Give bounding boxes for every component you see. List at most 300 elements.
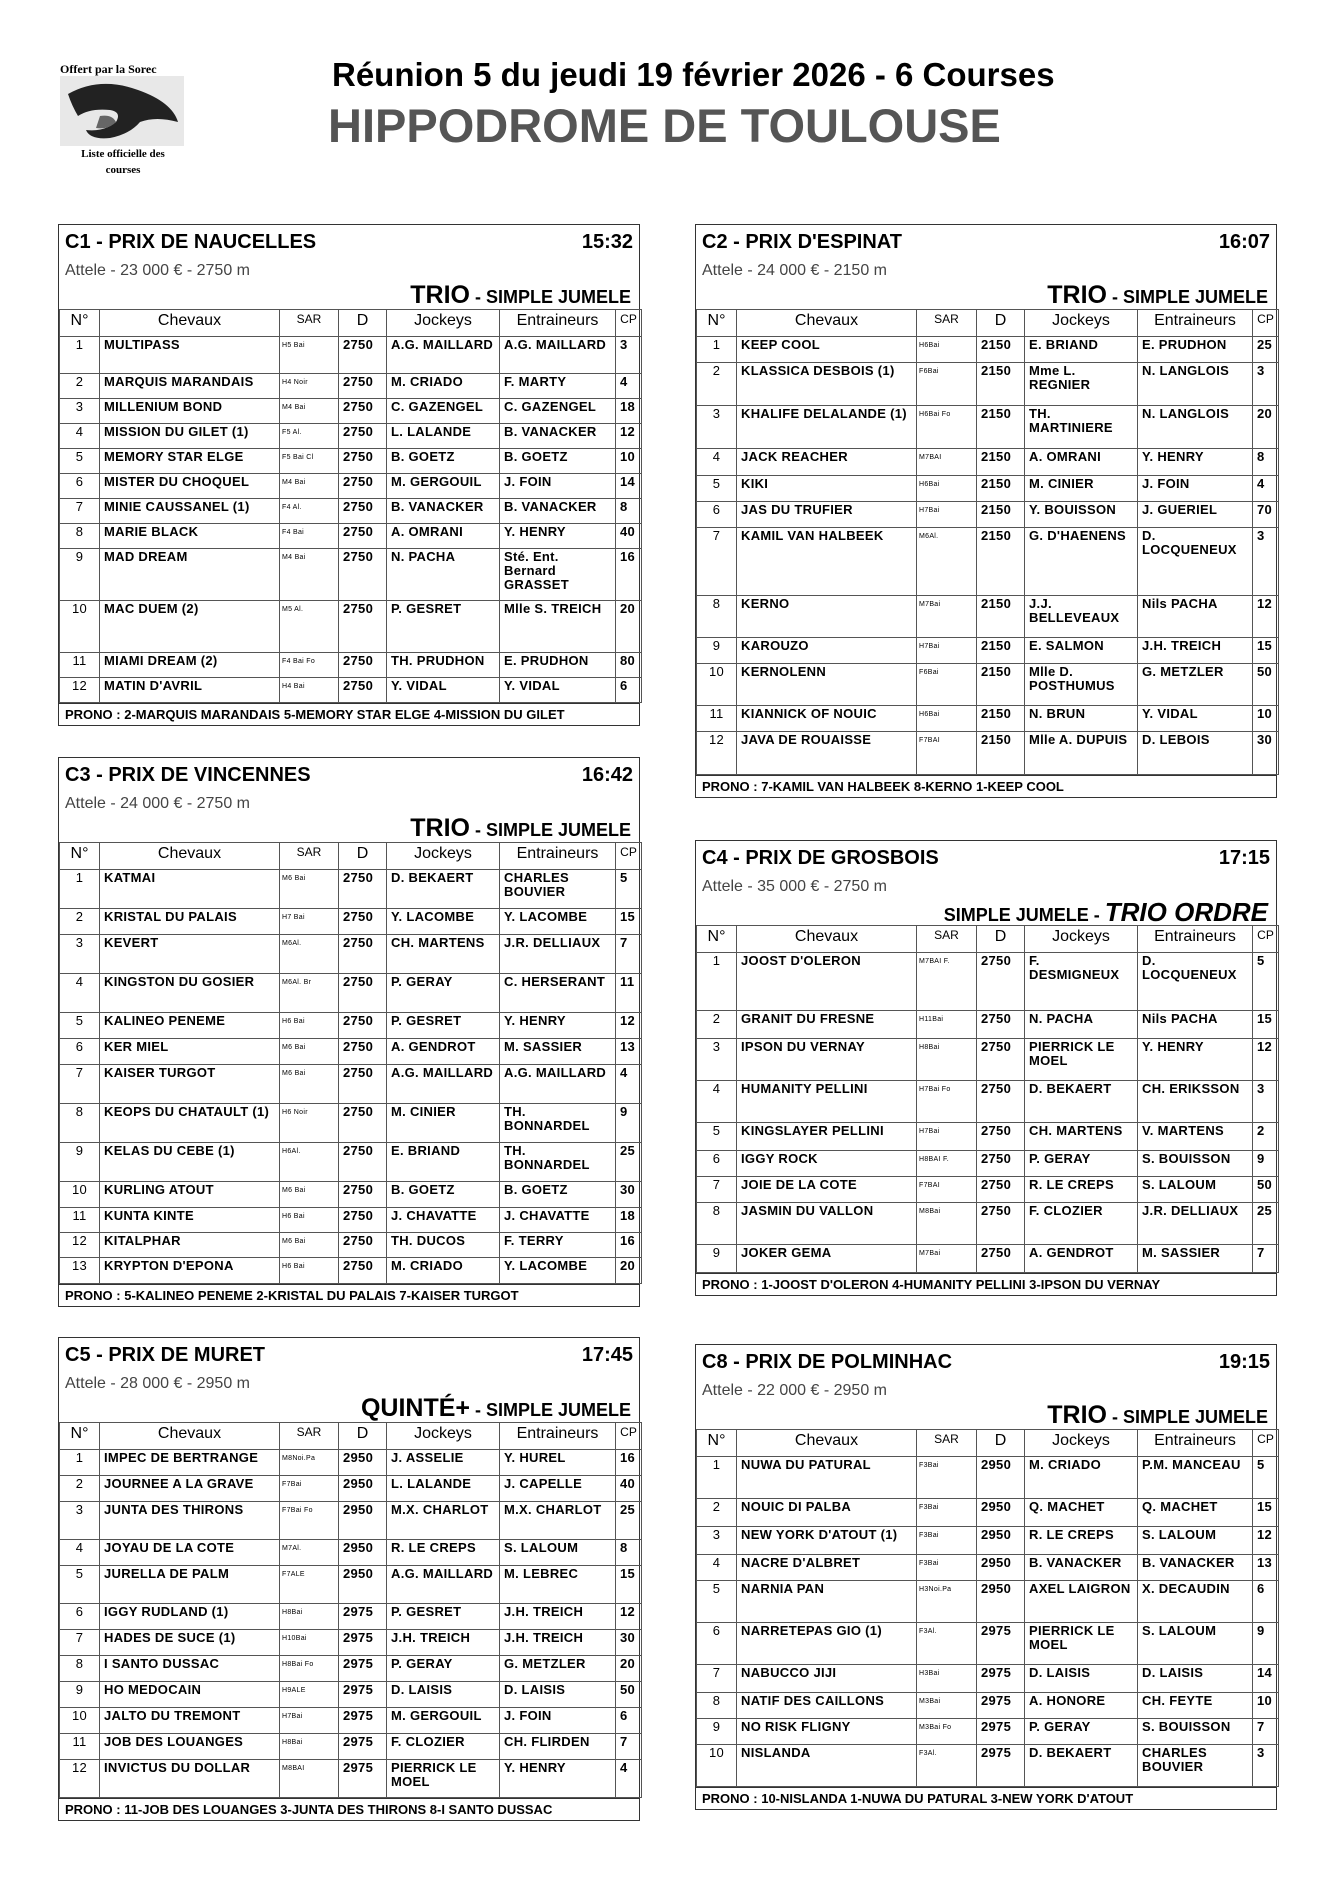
horse-name: JOYAU DE LA COTE — [100, 1540, 280, 1566]
column-header: Entraineurs — [500, 843, 616, 870]
jockey-name: E. SALMON — [1025, 638, 1138, 664]
distance: 2975 — [339, 1760, 387, 1798]
horse-name: JOIE DE LA COTE — [737, 1177, 917, 1203]
jockey-name: A. HONORE — [1025, 1693, 1138, 1719]
sar-code: F3Al. — [917, 1745, 977, 1787]
runner-number: 5 — [697, 1123, 737, 1151]
distance: 2950 — [339, 1450, 387, 1476]
jockey-name: PIERRICK LE MOEL — [1025, 1623, 1138, 1665]
bet-types: SIMPLE JUMELE - — [943, 905, 1105, 925]
runner-number: 4 — [60, 1540, 100, 1566]
table-row — [697, 1203, 1279, 1245]
horse-name: NARNIA PAN — [737, 1581, 917, 1623]
trainer-name: M. SASSIER — [500, 1039, 616, 1065]
cp-value: 6 — [616, 678, 642, 703]
sar-code: F7Bai Fo — [280, 1502, 339, 1540]
runner-number: 6 — [60, 1039, 100, 1065]
horse-name: NO RISK FLIGNY — [737, 1719, 917, 1745]
jockey-name: CH. MARTENS — [387, 935, 500, 974]
distance: 2750 — [339, 474, 387, 499]
trainer-name: Nils PACHA — [1138, 596, 1253, 638]
cp-value: 8 — [616, 1540, 642, 1566]
trainer-name: J.R. DELLIAUX — [500, 935, 616, 974]
distance: 2975 — [339, 1734, 387, 1760]
race-card-5 — [58, 1337, 640, 1821]
distance: 2750 — [339, 549, 387, 601]
horse-name: KINGSTON DU GOSIER — [100, 974, 280, 1013]
table-row — [60, 974, 642, 1013]
distance: 2150 — [977, 664, 1025, 706]
cp-value: 12 — [616, 1604, 642, 1630]
horse-name: MAD DREAM — [100, 549, 280, 601]
bet-types: - SIMPLE JUMELE — [469, 820, 631, 840]
cp-value: 10 — [1253, 1693, 1279, 1719]
horse-name: KRISTAL DU PALAIS — [100, 909, 280, 935]
runner-number: 11 — [60, 1208, 100, 1233]
distance: 2750 — [339, 1104, 387, 1143]
column-header: CP — [616, 843, 642, 870]
cp-value: 16 — [616, 1450, 642, 1476]
distance: 2750 — [339, 337, 387, 374]
trainer-name: X. DECAUDIN — [1138, 1581, 1253, 1623]
logo-bottom-text: Liste officielle des courses — [81, 148, 165, 176]
sar-code: M4 Bai — [280, 549, 339, 601]
trainer-name: B. GOETZ — [500, 449, 616, 474]
jockey-name: F. DESMIGNEUX — [1025, 953, 1138, 1011]
table-row — [697, 1719, 1279, 1745]
sar-code: M8Noi.Pa — [280, 1450, 339, 1476]
distance: 2150 — [977, 638, 1025, 664]
jockey-name: A. GENDROT — [387, 1039, 500, 1065]
distance: 2750 — [977, 1011, 1025, 1039]
racecourse-title: HIPPODROME DE TOULOUSE — [328, 99, 1001, 152]
distance: 2750 — [339, 399, 387, 424]
horse-name: IMPEC DE BERTRANGE — [100, 1450, 280, 1476]
horse-name: NARRETEPAS GIO (1) — [737, 1623, 917, 1665]
distance: 2950 — [339, 1476, 387, 1502]
distance: 2750 — [977, 1081, 1025, 1123]
runner-number: 4 — [60, 424, 100, 449]
horse-name: MARIE BLACK — [100, 524, 280, 549]
jockey-name: F. CLOZIER — [1025, 1203, 1138, 1245]
table-row — [60, 474, 642, 499]
cp-value: 3 — [1253, 1745, 1279, 1787]
race-info: Attele - 24 000 € - 2150 m — [702, 262, 887, 279]
distance: 2750 — [339, 499, 387, 524]
sar-code: M6 Bai — [280, 1039, 339, 1065]
runner-number: 2 — [697, 1011, 737, 1039]
horse-name: KEVERT — [100, 935, 280, 974]
runner-number: 7 — [697, 528, 737, 596]
cp-value: 5 — [616, 870, 642, 909]
distance: 2150 — [977, 502, 1025, 528]
jockey-name: PIERRICK LE MOEL — [1025, 1039, 1138, 1081]
prono-line: PRONO : 10-NISLANDA 1-NUWA DU PATURAL 3-NEW YORK D'ATOUT — [696, 1787, 1276, 1809]
horse-name: HADES DE SUCE (1) — [100, 1630, 280, 1656]
jockey-name: M. CINIER — [387, 1104, 500, 1143]
race-time: 16:07 — [1218, 231, 1270, 253]
sar-code: M7Bai — [917, 1245, 977, 1273]
sar-code: H7Bai — [917, 1123, 977, 1151]
jockey-name: E. BRIAND — [1025, 337, 1138, 363]
column-header: CP — [1253, 926, 1279, 953]
trainer-name: D. LEBOIS — [1138, 732, 1253, 775]
table-row — [60, 1760, 642, 1798]
table-row — [697, 1527, 1279, 1555]
horse-name: KINGSLAYER PELLINI — [737, 1123, 917, 1151]
race-info: Attele - 28 000 € - 2950 m — [65, 1375, 250, 1392]
sar-code: H4 Noir — [280, 374, 339, 399]
runner-number: 12 — [60, 1233, 100, 1258]
horse-name: KHALIFE DELALANDE (1) — [737, 406, 917, 449]
jockey-name: P. GERAY — [387, 974, 500, 1013]
cp-value: 20 — [616, 1656, 642, 1682]
table-row — [697, 1245, 1279, 1273]
horse-name: JASMIN DU VALLON — [737, 1203, 917, 1245]
column-header: Chevaux — [100, 310, 280, 337]
cp-value: 16 — [616, 549, 642, 601]
runner-number: 9 — [697, 1719, 737, 1745]
horse-name: JOURNEE A LA GRAVE — [100, 1476, 280, 1502]
table-row — [60, 1604, 642, 1630]
runner-number: 6 — [697, 1623, 737, 1665]
race-card-1 — [58, 224, 640, 726]
runner-number: 7 — [60, 499, 100, 524]
distance: 2750 — [339, 424, 387, 449]
jockey-name: L. LALANDE — [387, 1476, 500, 1502]
distance: 2750 — [977, 1203, 1025, 1245]
trainer-name: B. VANACKER — [500, 499, 616, 524]
table-row — [697, 596, 1279, 638]
trainer-name: CHARLES BOUVIER — [1138, 1745, 1253, 1787]
runner-number: 13 — [60, 1258, 100, 1284]
table-row — [697, 1693, 1279, 1719]
jockey-name: Mlle D. POSTHUMUS — [1025, 664, 1138, 706]
runner-number: 9 — [60, 1682, 100, 1708]
column-header: Entraineurs — [1138, 926, 1253, 953]
race-info: Attele - 22 000 € - 2950 m — [702, 1382, 887, 1399]
cp-value: 14 — [1253, 1665, 1279, 1693]
distance: 2750 — [977, 1039, 1025, 1081]
runner-number: 3 — [60, 399, 100, 424]
column-header: N° — [60, 1423, 100, 1450]
jockey-name: A. GENDROT — [1025, 1245, 1138, 1273]
distance: 2750 — [339, 909, 387, 935]
trainer-name: CH. FLIRDEN — [500, 1734, 616, 1760]
runner-number: 6 — [60, 474, 100, 499]
distance: 2975 — [339, 1656, 387, 1682]
logo-horse-icon — [60, 76, 184, 146]
horse-name: JALTO DU TREMONT — [100, 1708, 280, 1734]
column-header: D — [339, 1423, 387, 1450]
sar-code: H7Bai — [280, 1708, 339, 1734]
jockey-name: PIERRICK LE MOEL — [387, 1760, 500, 1798]
table-row — [60, 549, 642, 601]
trainer-name: C. GAZENGEL — [500, 399, 616, 424]
table-row — [697, 1151, 1279, 1177]
horse-name: IGGY ROCK — [737, 1151, 917, 1177]
trainer-name: B. VANACKER — [500, 424, 616, 449]
horse-name: NISLANDA — [737, 1745, 917, 1787]
trainer-name: S. BOUISSON — [1138, 1151, 1253, 1177]
cp-value: 6 — [616, 1708, 642, 1734]
race-title: C4 - PRIX DE GROSBOIS — [702, 847, 939, 869]
runner-number: 3 — [60, 1502, 100, 1540]
table-row — [697, 1177, 1279, 1203]
sar-code: H10Bai — [280, 1630, 339, 1656]
table-row — [697, 1011, 1279, 1039]
cp-value: 15 — [616, 909, 642, 935]
distance: 2975 — [977, 1719, 1025, 1745]
table-row — [697, 1623, 1279, 1665]
horse-name: KRYPTON D'EPONA — [100, 1258, 280, 1284]
table-row — [60, 1233, 642, 1258]
jockey-name: B. GOETZ — [387, 1182, 500, 1208]
distance: 2150 — [977, 706, 1025, 732]
sar-code: M6 Bai — [280, 1182, 339, 1208]
column-header: SAR — [280, 310, 339, 337]
runner-number: 3 — [697, 1527, 737, 1555]
trainer-name: B. GOETZ — [500, 1182, 616, 1208]
cp-value: 25 — [1253, 1203, 1279, 1245]
cp-value: 13 — [616, 1039, 642, 1065]
runner-number: 6 — [697, 1151, 737, 1177]
horse-name: MINIE CAUSSANEL (1) — [100, 499, 280, 524]
jockey-name: D. BEKAERT — [387, 870, 500, 909]
cp-value: 25 — [616, 1502, 642, 1540]
trainer-name: D. LOCQUENEUX — [1138, 528, 1253, 596]
cp-value: 4 — [1253, 476, 1279, 502]
horse-name: MARQUIS MARANDAIS — [100, 374, 280, 399]
sar-code: F7ALE — [280, 1566, 339, 1604]
runner-number: 9 — [60, 1143, 100, 1182]
table-row — [697, 638, 1279, 664]
jockey-name: Mlle A. DUPUIS — [1025, 732, 1138, 775]
jockey-name: P. GESRET — [387, 1013, 500, 1039]
trainer-name: Y. HENRY — [1138, 449, 1253, 476]
column-header: SAR — [280, 843, 339, 870]
runners-table — [59, 1422, 642, 1798]
sar-code: M6Al. Br — [280, 974, 339, 1013]
table-row — [60, 337, 642, 374]
bet-main: TRIO — [410, 281, 470, 309]
sar-code: F3Bai — [917, 1457, 977, 1499]
table-row — [60, 1013, 642, 1039]
jockey-name: P. GERAY — [1025, 1151, 1138, 1177]
sar-code: M6 Bai — [280, 1065, 339, 1104]
distance: 2750 — [339, 870, 387, 909]
prono-line: PRONO : 11-JOB DES LOUANGES 3-JUNTA DES THIRONS 8-I SANTO DUSSAC — [59, 1798, 639, 1820]
column-header: CP — [616, 310, 642, 337]
runner-number: 10 — [60, 601, 100, 653]
sar-code: M7Bai — [917, 596, 977, 638]
column-header: Entraineurs — [500, 1423, 616, 1450]
column-header: N° — [697, 1430, 737, 1457]
sar-code: F6Bai — [917, 664, 977, 706]
trainer-name: A.G. MAILLARD — [500, 337, 616, 374]
distance: 2975 — [339, 1682, 387, 1708]
table-row — [60, 1065, 642, 1104]
trainer-name: M.X. CHARLOT — [500, 1502, 616, 1540]
cp-value: 9 — [616, 1104, 642, 1143]
trainer-name: N. LANGLOIS — [1138, 406, 1253, 449]
jockey-name: M.X. CHARLOT — [387, 1502, 500, 1540]
jockey-name: TH. MARTINIERE — [1025, 406, 1138, 449]
cp-value: 70 — [1253, 502, 1279, 528]
horse-name: KITALPHAR — [100, 1233, 280, 1258]
column-header: Entraineurs — [1138, 310, 1253, 337]
runner-number: 8 — [60, 1104, 100, 1143]
cp-value: 9 — [1253, 1623, 1279, 1665]
trainer-name: TH. BONNARDEL — [500, 1104, 616, 1143]
jockey-name: R. LE CREPS — [1025, 1527, 1138, 1555]
jockey-name: Q. MACHET — [1025, 1499, 1138, 1527]
horse-name: JACK REACHER — [737, 449, 917, 476]
jockey-name: TH. PRUDHON — [387, 653, 500, 678]
horse-name: I SANTO DUSSAC — [100, 1656, 280, 1682]
runner-number: 7 — [60, 1630, 100, 1656]
cp-value: 18 — [616, 399, 642, 424]
column-header: Jockeys — [1025, 1430, 1138, 1457]
distance: 2750 — [339, 935, 387, 974]
runner-number: 11 — [60, 653, 100, 678]
horse-name: KURLING ATOUT — [100, 1182, 280, 1208]
table-row — [697, 1457, 1279, 1499]
column-header: D — [977, 1430, 1025, 1457]
runner-number: 10 — [60, 1182, 100, 1208]
race-title: C3 - PRIX DE VINCENNES — [65, 764, 311, 786]
horse-name: KAMIL VAN HALBEEK — [737, 528, 917, 596]
sar-code: M3Bai — [917, 1693, 977, 1719]
column-header: Jockeys — [387, 1423, 500, 1450]
runner-number: 7 — [697, 1665, 737, 1693]
trainer-name: G. METZLER — [500, 1656, 616, 1682]
race-time: 17:15 — [1218, 847, 1270, 869]
trainer-name: D. LOCQUENEUX — [1138, 953, 1253, 1011]
runner-number: 6 — [60, 1604, 100, 1630]
distance: 2950 — [977, 1499, 1025, 1527]
meeting-title: Réunion 5 du jeudi 19 février 2026 - 6 Courses — [332, 56, 1055, 93]
trainer-name: B. VANACKER — [1138, 1555, 1253, 1581]
runner-number: 3 — [697, 406, 737, 449]
sar-code: M8Bai — [917, 1203, 977, 1245]
horse-name: KEEP COOL — [737, 337, 917, 363]
horse-name: KER MIEL — [100, 1039, 280, 1065]
bet-types: - SIMPLE JUMELE — [469, 1400, 631, 1420]
horse-name: HUMANITY PELLINI — [737, 1081, 917, 1123]
distance: 2975 — [977, 1665, 1025, 1693]
column-header: Chevaux — [737, 1430, 917, 1457]
distance: 2150 — [977, 337, 1025, 363]
trainer-name: J.H. TREICH — [1138, 638, 1253, 664]
distance: 2750 — [339, 653, 387, 678]
sar-code: H7Bai — [917, 638, 977, 664]
distance: 2975 — [339, 1604, 387, 1630]
jockey-name: M. CRIADO — [387, 1258, 500, 1284]
sar-code: M4 Bai — [280, 474, 339, 499]
distance: 2750 — [339, 1233, 387, 1258]
cp-value: 40 — [616, 1476, 642, 1502]
distance: 2750 — [339, 1182, 387, 1208]
sar-code: H6Bai — [917, 337, 977, 363]
column-header: Chevaux — [737, 926, 917, 953]
distance: 2975 — [977, 1623, 1025, 1665]
trainer-name: G. METZLER — [1138, 664, 1253, 706]
cp-value: 12 — [1253, 1527, 1279, 1555]
horse-name: JAVA DE ROUAISSE — [737, 732, 917, 775]
race-title: C2 - PRIX D'ESPINAT — [702, 231, 902, 253]
trainer-name: Sté. Ent. Bernard GRASSET — [500, 549, 616, 601]
table-row — [60, 374, 642, 399]
trainer-name: M. SASSIER — [1138, 1245, 1253, 1273]
sar-code: H6 Bai — [280, 1258, 339, 1284]
cp-value: 10 — [616, 449, 642, 474]
jockey-name: M. CRIADO — [387, 374, 500, 399]
jockey-name: CH. MARTENS — [1025, 1123, 1138, 1151]
jockey-name: F. CLOZIER — [387, 1734, 500, 1760]
column-header: N° — [697, 926, 737, 953]
horse-name: INVICTUS DU DOLLAR — [100, 1760, 280, 1798]
sar-code: H6 Bai — [280, 1208, 339, 1233]
trainer-name: Nils PACHA — [1138, 1011, 1253, 1039]
table-row — [697, 502, 1279, 528]
distance: 2150 — [977, 363, 1025, 406]
race-title: C5 - PRIX DE MURET — [65, 1344, 266, 1366]
trainer-name: CHARLES BOUVIER — [500, 870, 616, 909]
jockey-name: M. GERGOUIL — [387, 1708, 500, 1734]
table-row — [60, 935, 642, 974]
distance: 2150 — [977, 476, 1025, 502]
runners-table — [696, 309, 1279, 775]
column-header: Jockeys — [1025, 310, 1138, 337]
sar-code: F3Bai — [917, 1527, 977, 1555]
bet-types: - SIMPLE JUMELE — [469, 287, 631, 307]
table-row — [60, 1708, 642, 1734]
runner-number: 5 — [697, 476, 737, 502]
runner-number: 5 — [60, 1566, 100, 1604]
trainer-name: J.H. TREICH — [500, 1630, 616, 1656]
trainer-name: TH. BONNARDEL — [500, 1143, 616, 1182]
table-row — [697, 528, 1279, 596]
table-row — [60, 1450, 642, 1476]
horse-name: MISTER DU CHOQUEL — [100, 474, 280, 499]
runner-number: 11 — [60, 1734, 100, 1760]
runner-number: 1 — [60, 870, 100, 909]
table-row — [697, 732, 1279, 775]
sar-code: H3Noi.Pa — [917, 1581, 977, 1623]
race-time: 16:42 — [581, 764, 633, 786]
table-row — [60, 1682, 642, 1708]
horse-name: NABUCCO JIJI — [737, 1665, 917, 1693]
cp-value: 16 — [616, 1233, 642, 1258]
trainer-name: N. LANGLOIS — [1138, 363, 1253, 406]
horse-name: MILLENIUM BOND — [100, 399, 280, 424]
runner-number: 10 — [697, 1745, 737, 1787]
trainer-name: C. HERSERANT — [500, 974, 616, 1013]
jockey-name: Y. VIDAL — [387, 678, 500, 703]
jockey-name: C. GAZENGEL — [387, 399, 500, 424]
trainer-name: M. LEBREC — [500, 1566, 616, 1604]
jockey-name: D. LAISIS — [1025, 1665, 1138, 1693]
distance: 2950 — [977, 1555, 1025, 1581]
runners-table — [696, 1429, 1279, 1787]
sar-code: F4 Bai Fo — [280, 653, 339, 678]
table-row — [60, 601, 642, 653]
runner-number: 1 — [697, 337, 737, 363]
jockey-name: P. GESRET — [387, 1604, 500, 1630]
sar-code: M8BAI — [280, 1760, 339, 1798]
column-header: Chevaux — [100, 843, 280, 870]
